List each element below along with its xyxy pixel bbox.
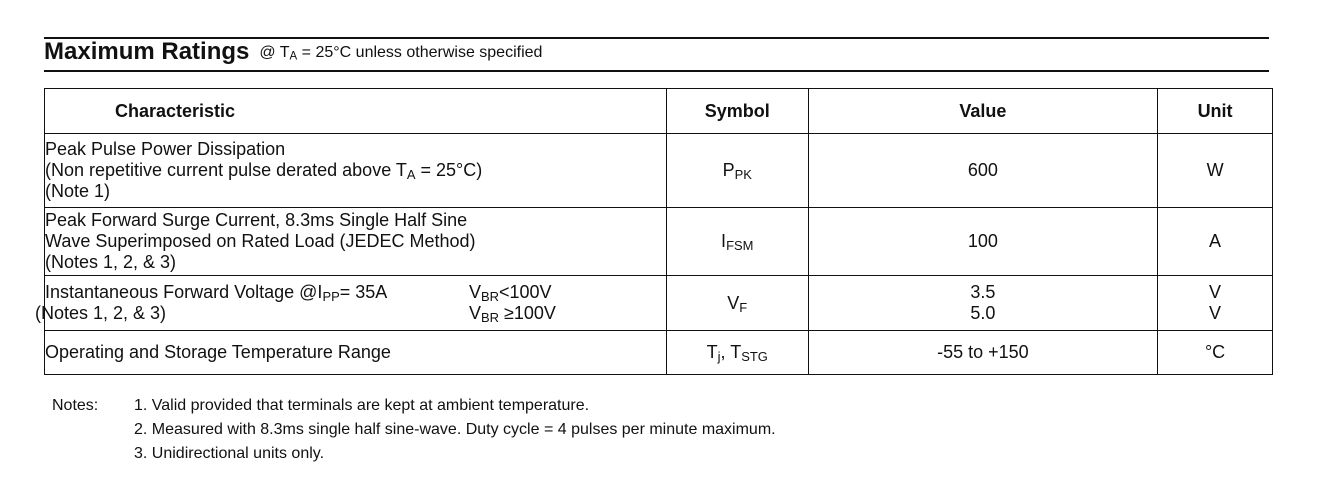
ratings-table	[35, 88, 1273, 375]
notes-section	[52, 394, 776, 466]
table-header-row	[45, 89, 1273, 134]
unit-cell: V V	[1158, 276, 1273, 331]
section-title	[44, 38, 542, 66]
unit-cell: W	[1158, 134, 1273, 208]
characteristic-cell: Operating and Storage Temperature Range	[45, 331, 667, 375]
header-unit: Unit	[1158, 89, 1273, 134]
header-value: Value	[808, 89, 1157, 134]
note-item: 2. Measured with 8.3ms single half sine-wave. Duty cycle = 4 pulses per minute maximum.	[134, 421, 776, 438]
table-row	[45, 331, 1273, 375]
symbol-cell: $I_{FSM}$	[666, 208, 808, 276]
characteristic-cell: Peak Pulse Power Dissipation (Non repetitive current pulse derated above $T_A = 25^\circ C$) (Note 1)	[45, 134, 667, 208]
value-cell: 600	[808, 134, 1157, 208]
symbol-cell: $P_{PK}$	[666, 134, 808, 208]
header-bottom-rule	[44, 70, 1269, 72]
table-row	[45, 208, 1273, 276]
notes-label: Notes:	[52, 397, 99, 414]
unit-cell: A	[1158, 208, 1273, 276]
characteristic-cell: Instantaneous Forward Voltage $@I_{PP}= 35A$ $V_{BR}<100V$ (Notes 1, 2, & 3) $V_{BR} \ge 100V$	[45, 276, 667, 331]
note-item: 1. Valid provided that terminals are kept at ambient temperature.	[134, 397, 590, 414]
notes-list	[52, 394, 776, 466]
symbol-cell: $T_j$, $T_{STG}$	[666, 331, 808, 375]
page-title: Maximum Ratings	[44, 38, 250, 65]
value-cell: 100	[808, 208, 1157, 276]
value-cell: 3.5 5.0	[808, 276, 1157, 331]
note-item: 3. Unidirectional units only.	[134, 445, 325, 462]
characteristic-cell: Peak Forward Surge Current, 8.3ms Single Half Sine Wave Superimposed on Rated Load (JEDEC Method) (Notes 1, 2, & 3)	[45, 208, 667, 276]
symbol-cell: $V_F$	[666, 276, 808, 331]
condition-vbr-high: $V_{BR} \ge 100V$	[469, 303, 556, 325]
value-cell: -55 to +150	[808, 331, 1157, 375]
condition-vbr-low: $V_{BR}<100V$	[469, 282, 552, 304]
header-characteristic: Characteristic	[45, 89, 667, 134]
table-row	[45, 276, 1273, 331]
unit-cell: °C	[1158, 331, 1273, 375]
title-condition: @ $T_A = 25^\circ C$ unless otherwise specified	[259, 44, 543, 63]
header-symbol: Symbol	[666, 89, 808, 134]
table-row	[45, 134, 1273, 208]
